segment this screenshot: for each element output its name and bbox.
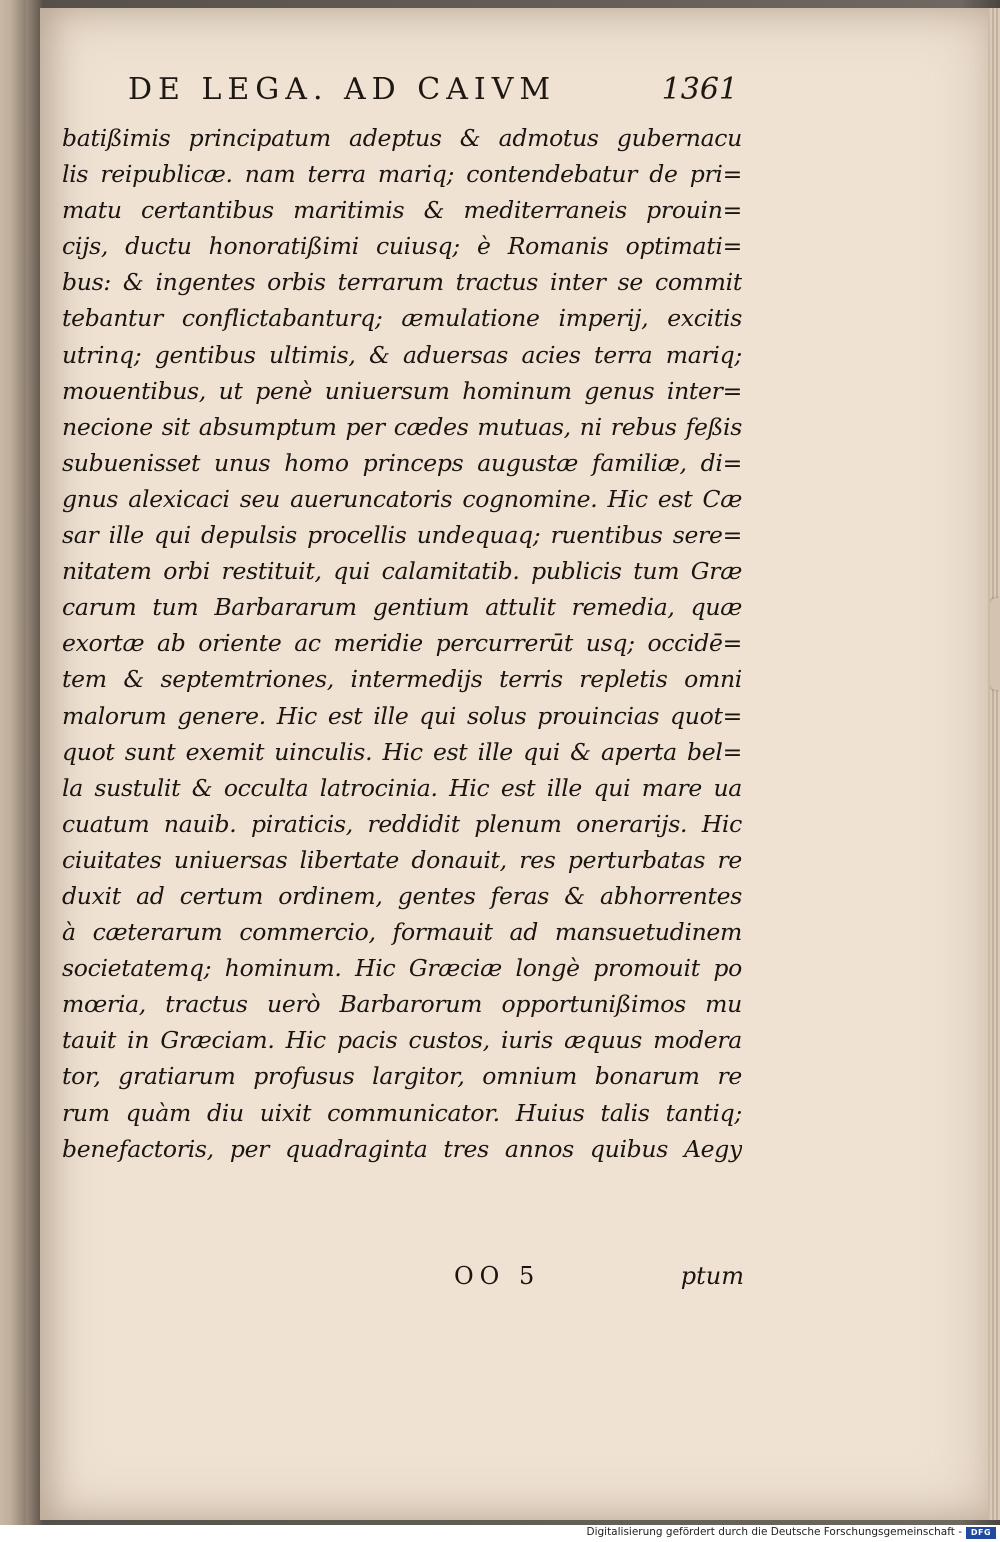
text-line: gnus alexicaci seu aueruncatoris cognomine. Hic est Cæ (62, 484, 742, 513)
text-line: ciuitates uniuersas libertate donauit, res perturbatas re (62, 845, 742, 874)
left-page-edge (0, 0, 26, 1525)
catchword: ptum (680, 1262, 744, 1290)
dfg-logo: DFG (966, 1527, 996, 1539)
catchline (454, 1262, 744, 1290)
text-line: tauit in Græciam. Hic pacis custos, iuris æquus modera (62, 1026, 742, 1055)
text-line: tem & septemtriones, intermedijs terris repletis omni (62, 665, 742, 694)
text-line: tebantur conflictabanturq; æmulatione imperij, excitis (62, 304, 742, 333)
text-line: utrinq; gentibus ultimis, & aduersas acies terra mariq; (62, 340, 742, 369)
text-line: exortæ ab oriente ac meridie percurrerūt usq; occidē= (62, 629, 742, 658)
text-line: sar ille qui depulsis procellis undequaq; ruentibus sere= (62, 521, 742, 550)
text-line: à cæterarum commercio, formauit ad mansuetudinem (62, 918, 742, 947)
text-line: bus: & ingentes orbis terrarum tractus inter se commit (62, 268, 742, 297)
digitization-credit-bar (0, 1525, 1000, 1542)
text-line: cijs, ductu honoratißimi cuiusq; è Romanis optimati= (62, 232, 742, 261)
text-line: duxit ad certum ordinem, gentes feras & abhorrentes (62, 881, 742, 910)
signature-mark: OO 5 (454, 1262, 541, 1290)
text-line: batißimis principatum adeptus & admotus gubernacu (62, 124, 742, 152)
text-line: societatemq; hominum. Hic Græciæ longè promouit po (62, 954, 742, 983)
text-line: mouentibus, ut penè uniuersum hominum genus inter= (62, 376, 742, 405)
running-head-title: DE LEGA. AD CAIVM (128, 72, 557, 107)
text-line: nitatem orbi restituit, qui calamitatib. publicis tum Græ (62, 557, 742, 586)
text-line: benefactoris, per quadraginta tres annos quibus Aegy (62, 1134, 742, 1163)
text-line: carum tum Barbararum gentium attulit remedia, quæ (62, 593, 742, 622)
page-tab-marker (990, 598, 1000, 690)
credit-text: Digitalisierung gefördert durch die Deutsche Forschungsgemeinschaft - (586, 1526, 962, 1538)
text-line: cuatum nauib. piraticis, reddidit plenum onerarijs. Hic (62, 809, 742, 838)
text-line: lis reipublicæ. nam terra mariq; contendebatur de pri= (62, 160, 742, 189)
text-line: tor, gratiarum profusus largitor, omnium bonarum re (62, 1062, 742, 1091)
body-text (62, 120, 742, 1167)
page-number: 1361 (661, 72, 738, 107)
running-head (128, 72, 738, 107)
text-line: la sustulit & occulta latrocinia. Hic est ille qui mare ua (62, 773, 742, 802)
text-line: subuenisset unus homo princeps augustæ familiæ, di= (62, 448, 742, 477)
text-line: malorum genere. Hic est ille qui solus prouincias quot= (62, 701, 742, 730)
text-line: rum quàm diu uixit communicator. Huius talis tantiq; (62, 1098, 742, 1127)
text-line: matu certantibus maritimis & mediterraneis prouin= (62, 196, 742, 225)
text-line: mœria, tractus uerò Barbarorum opportunißimos mu (62, 990, 742, 1019)
text-line: necione sit absumptum per cædes mutuas, ni rebus feßis (62, 412, 742, 441)
text-line: quot sunt exemit uinculis. Hic est ille qui & aperta bel= (62, 737, 742, 766)
